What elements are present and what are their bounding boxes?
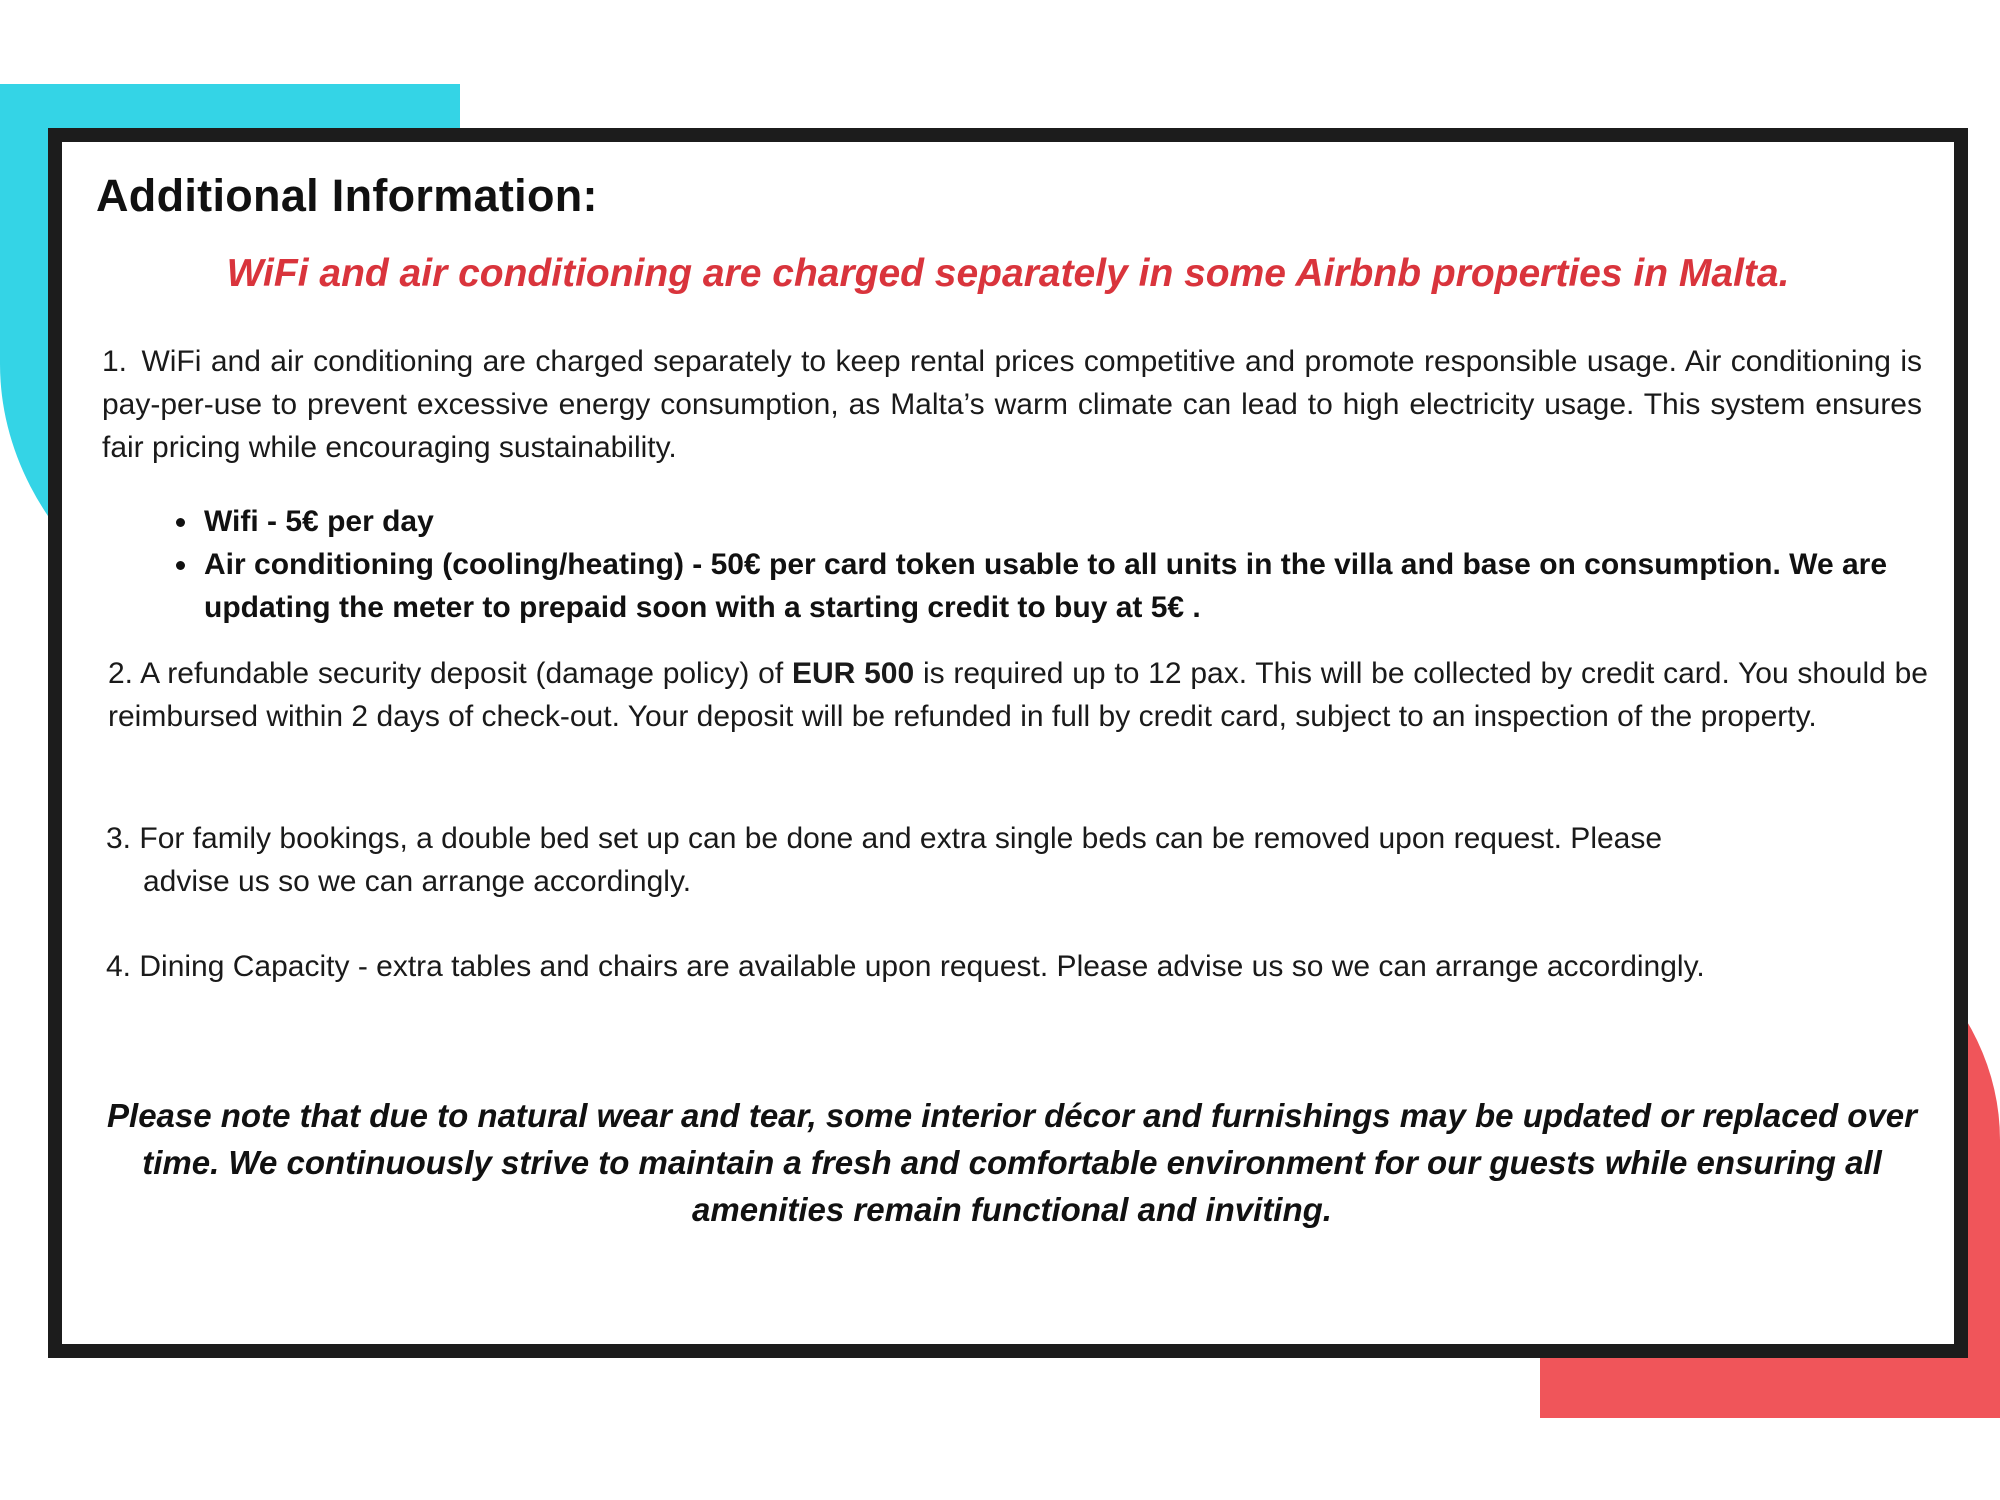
- item-text: Dining Capacity - extra tables and chairs are available upon request. Please advise us so we can arrange accordingly.: [139, 950, 1705, 983]
- item-text: WiFi and air conditioning are charged separately to keep rental prices competitive and promote responsible usage. Air conditioning is pay-per-use to prevent excessive energy consumption, as Malta’s warm climate can lead to high electricity usage. This system ensures fair pricing while encouraging sustainability.: [102, 345, 1922, 464]
- list-item-air-conditioning: • Air conditioning (cooling/heating) - 50€ per card token usable to all units in the villa and base on consumption. We are updating the meter to prepaid soon with a starting credit to buy at 5€ .: [200, 543, 1990, 629]
- item-number: 4.: [106, 950, 132, 983]
- page-title: Additional Information:: [96, 170, 598, 221]
- info-item-3: [106, 817, 1926, 903]
- charges-notice: WiFi and air conditioning are charged separately in some Airbnb properties in Malta.: [226, 252, 1790, 295]
- item-number: 2.: [108, 657, 134, 690]
- charges-list: [152, 500, 1990, 629]
- wear-and-tear-note: Please note that due to natural wear and tear, some interior décor and furnishings may be updated or replaced over time. We continuously strive to maintain a fresh and comfortable environment for our guests while ensuring all amenities remain functional and inviting.: [107, 1097, 1917, 1228]
- deposit-amount: EUR 500: [791, 657, 915, 690]
- item-text-line-1: For family bookings, a double bed set up can be done and extra single beds can be removed upon request. Please: [139, 822, 1663, 855]
- list-item-wifi: • Wifi - 5€ per day: [200, 500, 1990, 543]
- item-text-after: is required up to 12 pax. This will be collected by credit card. You should be reimbursed within 2 days of check-out. Your deposit will be refunded in full by credit card, subject to an inspection of the property.: [108, 657, 1928, 733]
- item-text-before: A refundable security deposit (damage policy) of: [140, 657, 784, 690]
- item-number: 3.: [106, 822, 132, 855]
- info-item-1: [102, 340, 1922, 469]
- item-number: 1.: [102, 345, 128, 378]
- info-card: [48, 128, 1968, 1358]
- info-item-4: [106, 945, 1926, 988]
- info-item-2: [108, 652, 1928, 738]
- item-text-line-2: advise us so we can arrange accordingly.: [143, 865, 692, 898]
